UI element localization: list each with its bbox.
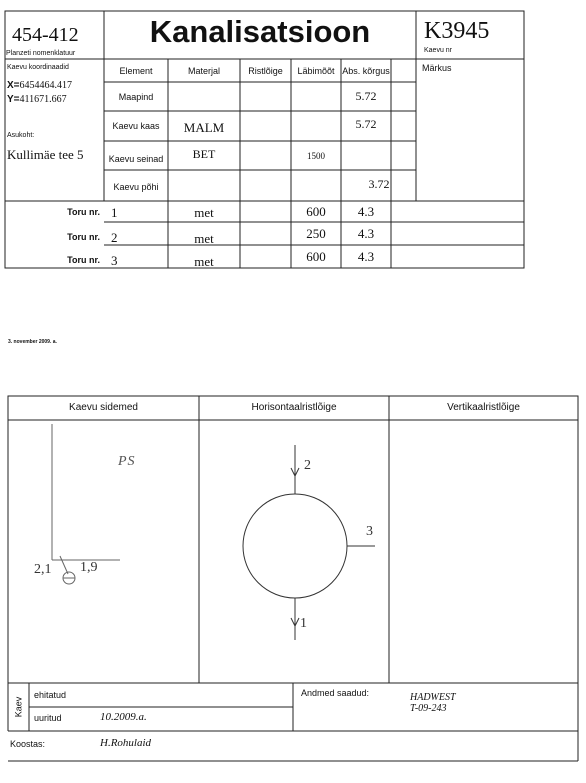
row-abs: 3.72 <box>368 176 390 191</box>
coords-caption: Kaevu koordinaadid <box>7 64 69 71</box>
plan-code-caption: Planzeti nomenklatuur <box>6 50 76 57</box>
author-value: H.Rohulaid <box>100 737 152 749</box>
row-element: Kaevu kaas <box>112 121 160 131</box>
coord-x-value: 6454464.417 <box>19 80 73 91</box>
pipe-material: met <box>194 205 214 220</box>
pipe-nr: 3 <box>111 253 118 268</box>
coord-y <box>7 94 67 105</box>
plan-code: 454-412 <box>12 24 79 46</box>
pipe-diameter: 600 <box>306 203 326 219</box>
connection-left-label: 2,1 <box>34 562 52 577</box>
data-source-label: Andmed saadud: <box>301 688 370 698</box>
pipe-abs: 4.3 <box>357 203 375 219</box>
well-side-label-box <box>8 683 29 731</box>
well-number-caption: Kaevu nr <box>424 47 453 54</box>
surveyed-label: uuritud <box>34 713 62 723</box>
row-element: Kaevu põhi <box>113 181 159 192</box>
pipe-label: Toru nr. <box>67 255 100 265</box>
row-diameter: 1500 <box>307 150 325 161</box>
data-source-code: T-09-243 <box>410 703 447 714</box>
col-diameter: Läbimõõt <box>297 65 335 76</box>
col-title-connections: Kaevu sidemed <box>69 402 138 413</box>
pipe-3-label: 3 <box>366 524 373 539</box>
pipe-material: met <box>194 231 214 246</box>
pipe-material: met <box>194 254 214 269</box>
coord-x <box>7 80 72 91</box>
pipe-abs: 4.3 <box>357 225 375 241</box>
col-material: Materjal <box>187 65 220 76</box>
pipe-diameter: 250 <box>306 225 326 241</box>
row-material: MALM <box>183 120 225 135</box>
author-label: Koostas: <box>10 739 46 749</box>
data-source-value: HADWEST <box>410 692 456 703</box>
col-section: Ristlõige <box>248 65 283 76</box>
pipe-2-label: 2 <box>304 458 311 473</box>
pipe-nr: 1 <box>111 205 118 220</box>
coord-y-value: 411671.667 <box>19 94 67 105</box>
location-caption: Asukoht: <box>7 132 35 139</box>
well-circle <box>243 494 347 598</box>
well-number: K3945 <box>424 18 490 44</box>
row-abs: 5.72 <box>355 116 377 131</box>
page-title: Kanalisatsioon <box>149 14 371 49</box>
pipe-1-label: 1 <box>300 616 307 631</box>
col-title-vertical: Vertikaalristlõige <box>447 402 520 413</box>
connection-right-label: 1,9 <box>80 560 98 575</box>
pipe-diameter: 600 <box>306 248 326 264</box>
coord-y-label: Y= <box>7 94 20 105</box>
col-abs-height: Abs. kõrgus <box>342 65 390 76</box>
document-date: 3. november 2009. a. <box>8 339 57 345</box>
row-element: Kaevu seinad <box>108 153 164 164</box>
row-abs: 5.72 <box>355 89 377 103</box>
col-element: Element <box>119 65 153 76</box>
ps-label: PS <box>118 454 136 469</box>
coord-x-label: X= <box>7 80 20 91</box>
col-notes: Märkus <box>422 63 452 73</box>
well-side-label: Kaev <box>13 696 24 718</box>
location-value: Kullimäe tee 5 <box>7 147 84 162</box>
pipe-nr: 2 <box>111 230 118 245</box>
col-title-horizontal: Horisontaalristlõige <box>251 402 337 413</box>
row-element: Maapind <box>118 91 154 102</box>
pipe-label: Toru nr. <box>67 232 100 242</box>
pipe-abs: 4.3 <box>357 248 375 264</box>
row-material: BET <box>192 146 216 161</box>
pipe-label: Toru nr. <box>67 207 100 217</box>
surveyed-value: 10.2009.a. <box>100 711 147 723</box>
built-label: ehitatud <box>34 690 67 700</box>
